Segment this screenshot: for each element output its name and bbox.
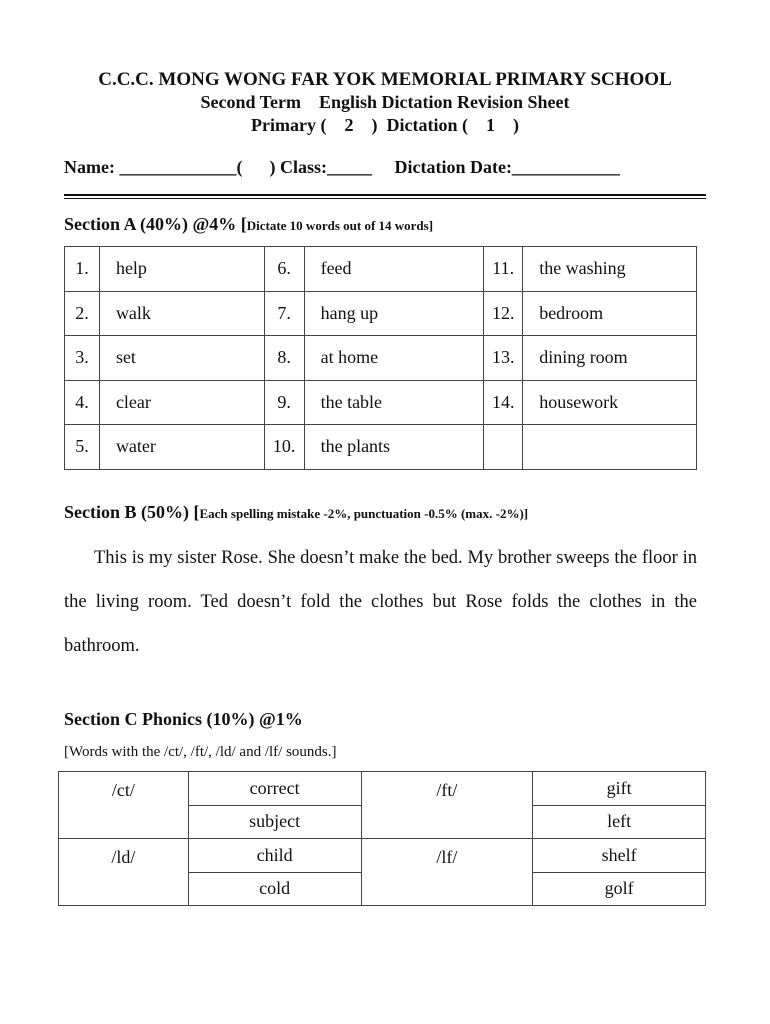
section-c-note: [Words with the /ct/, /ft/, /ld/ and /lf/ sounds.]: [64, 744, 337, 760]
section-c-phonics-table: [58, 771, 706, 906]
divider-thin: [64, 198, 706, 199]
word: walk: [99, 291, 264, 336]
section-a-word-table: [64, 246, 697, 470]
table-row: [65, 291, 697, 336]
word-number: [484, 425, 523, 470]
word: water: [99, 425, 264, 470]
word-number: 12.: [484, 291, 523, 336]
phonics-word: correct: [188, 772, 361, 806]
passage-text: This is my sister Rose. She doesn’t make the bed. My brother sweeps the floor in the living room. Ted doesn’t fold the clothes but Rose folds the clothes in the bathroom.: [64, 548, 697, 656]
word: clear: [99, 380, 264, 425]
phonics-word: subject: [188, 805, 361, 839]
word: bedroom: [523, 291, 697, 336]
sound-label: /ct/: [59, 772, 189, 839]
word-number: 11.: [484, 247, 523, 292]
divider-thick: [64, 194, 706, 196]
word: housework: [523, 380, 697, 425]
word-number: 1.: [65, 247, 100, 292]
word-number: 2.: [65, 291, 100, 336]
word-number: 4.: [65, 380, 100, 425]
sound-label: /ft/: [361, 772, 533, 839]
word-number: 10.: [264, 425, 304, 470]
word-number: 6.: [264, 247, 304, 292]
word-number: 3.: [65, 336, 100, 381]
phonics-word: gift: [533, 772, 706, 806]
section-c-title: Section C Phonics (10%) @1%: [64, 709, 303, 729]
word-number: 14.: [484, 380, 523, 425]
word: [523, 425, 697, 470]
word: the table: [304, 380, 484, 425]
word: feed: [304, 247, 484, 292]
word: hang up: [304, 291, 484, 336]
word: help: [99, 247, 264, 292]
word-number: 5.: [65, 425, 100, 470]
word-number: 7.: [264, 291, 304, 336]
section-a-title: Section A (40%) @4% [Dictate 10 words out of 14 words]: [64, 214, 434, 234]
table-row: [65, 247, 697, 292]
word-number: 8.: [264, 336, 304, 381]
table-row: [59, 772, 706, 806]
phonics-word: shelf: [533, 839, 706, 873]
document-header: [0, 68, 770, 137]
school-name: C.C.C. MONG WONG FAR YOK MEMORIAL PRIMARY SCHOOL: [98, 69, 672, 90]
word-number: 13.: [484, 336, 523, 381]
section-b-note: Each spelling mistake -2%, punctuation -0.5% (max. -2%)]: [199, 506, 529, 521]
student-info-line: Name: _____________( ) Class:_____ Dictation Date:____________: [64, 157, 620, 177]
phonics-word: golf: [533, 872, 706, 906]
sound-label: /lf/: [361, 839, 533, 906]
sheet-title: Second Term English Dictation Revision Sheet: [200, 92, 570, 112]
word: set: [99, 336, 264, 381]
phonics-word: child: [188, 839, 361, 873]
word: the washing: [523, 247, 697, 292]
table-row: [59, 839, 706, 873]
word-number: 9.: [264, 380, 304, 425]
phonics-word: cold: [188, 872, 361, 906]
dictation-passage: [64, 536, 697, 668]
section-b-title: Section B (50%) [Each spelling mistake -2%, punctuation -0.5% (max. -2%)]: [64, 502, 529, 522]
word: dining room: [523, 336, 697, 381]
table-row: [65, 380, 697, 425]
word: at home: [304, 336, 484, 381]
word: the plants: [304, 425, 484, 470]
phonics-word: left: [533, 805, 706, 839]
section-a-note: Dictate 10 words out of 14 words]: [246, 218, 434, 233]
sound-label: /ld/: [59, 839, 189, 906]
table-row: [65, 336, 697, 381]
table-row: [65, 425, 697, 470]
class-dictation-line: Primary ( 2 ) Dictation ( 1 ): [251, 115, 519, 135]
